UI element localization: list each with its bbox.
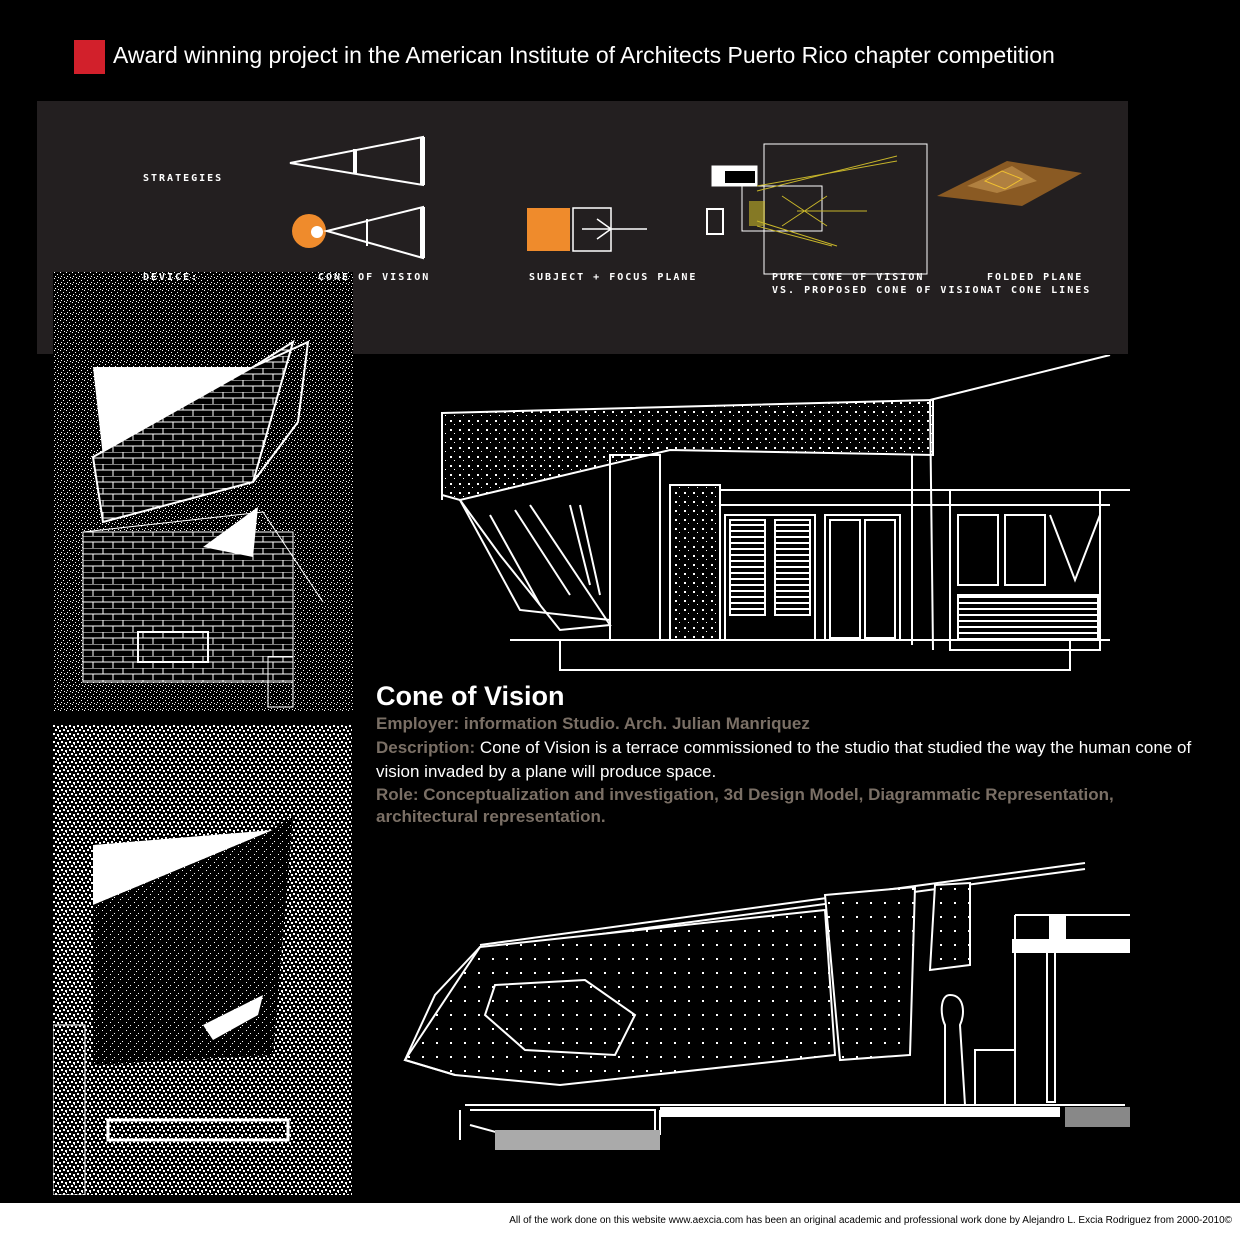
section-drawing: [375, 855, 1130, 1150]
device-label: DEVICE:: [143, 272, 200, 283]
headline: Award winning project in the American Institute of Architects Puerto Rico chapter competition: [113, 42, 1055, 68]
description-value: Cone of Vision is a terrace commissioned to the studio that studied the way the human cone of vision invaded by a plane will produce space.: [376, 738, 1192, 781]
cone-of-vision-diagrams: [37, 101, 1128, 354]
folded-plane-label-2: AT CONE LINES: [987, 285, 1092, 296]
role-label: Role:: [376, 785, 419, 804]
accent-square: [74, 40, 105, 74]
pure-cone-label-2: VS. PROPOSED CONE OF VISION: [772, 285, 989, 296]
role-row: [376, 784, 1206, 828]
cone-of-vision-label: CONE OF VISION: [318, 272, 431, 283]
description-label: Description:: [376, 738, 476, 757]
front-elevation-drawing: [430, 355, 1130, 675]
subject-focus-plane-label: SUBJECT + FOCUS PLANE: [529, 272, 698, 283]
employer-label: Employer:: [376, 714, 460, 733]
strategies-label: STRATEGIES: [143, 173, 224, 184]
project-info: [376, 680, 1206, 828]
employer-row: [376, 712, 1206, 736]
perspective-render-bottom: [53, 725, 352, 1195]
description-row: [376, 736, 1206, 784]
pure-cone-label-1: PURE CONE OF VISION: [772, 272, 925, 283]
project-title: Cone of Vision: [376, 681, 565, 711]
copyright-text: All of the work done on this website www.aexcia.com has been an original academic and professional work done by Alejandro L. Excia Rodriguez from 2000-2010©: [509, 1215, 1232, 1226]
folded-plane-label-1: FOLDED PLANE: [987, 272, 1084, 283]
employer-value: information Studio. Arch. Julian Manriquez: [463, 714, 810, 733]
role-value: Conceptualization and investigation, 3d Design Model, Diagrammatic Representation, architectural representation.: [376, 785, 1114, 826]
